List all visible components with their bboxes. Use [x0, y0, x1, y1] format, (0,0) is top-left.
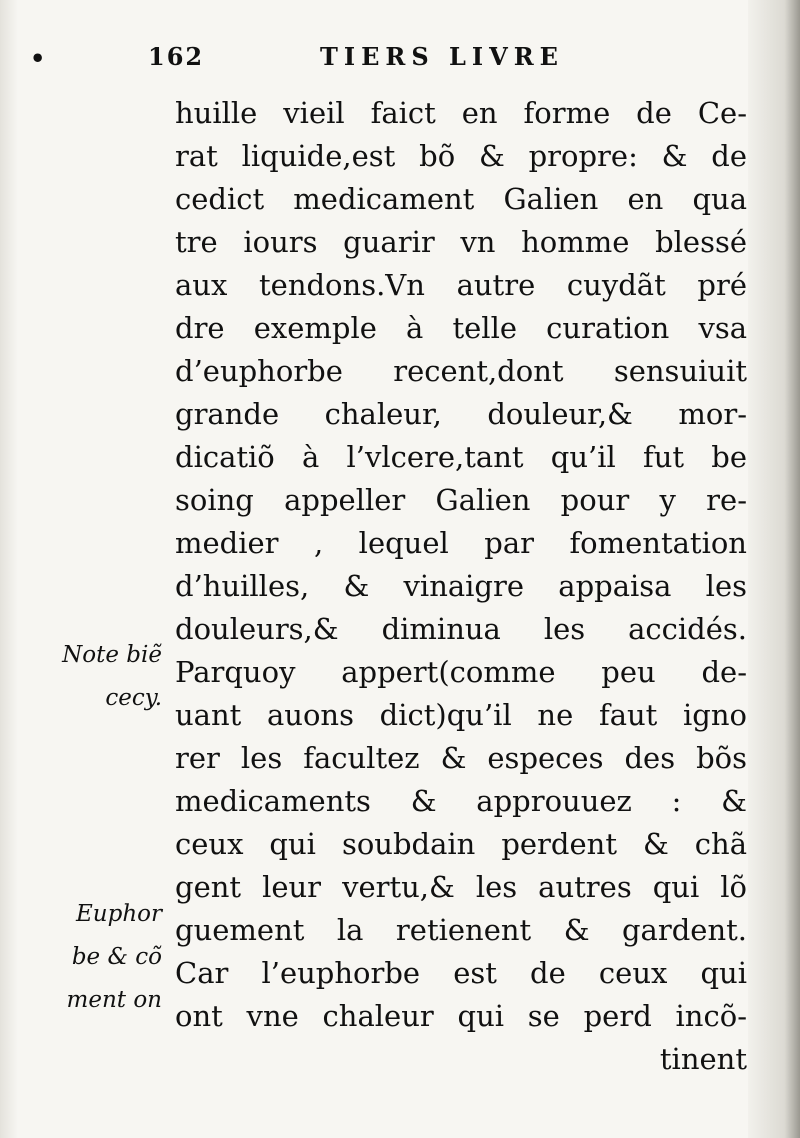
text-line: uant auons dict)qu’il ne faut igno	[175, 698, 747, 732]
text-line: d’euphorbe recent,dont sensuiuit	[175, 354, 747, 388]
text-line: grande chaleur, douleur,& mor-	[175, 397, 747, 431]
text-line: gent leur vertu,& les autres qui lõ	[175, 870, 747, 904]
text-line: d’huilles, & vinaigre appaisa les	[175, 569, 747, 603]
text-line: soing appeller Galien pour y re-	[175, 483, 747, 517]
margin-note-note-bien	[22, 634, 162, 720]
text-line: dicatiõ à l’vlcere,tant qu’il fut be	[175, 440, 747, 474]
running-header	[30, 42, 670, 82]
text-line: ceux qui soubdain perdent & chã	[175, 827, 747, 861]
text-line: aux tendons.Vn autre cuydãt pré	[175, 268, 747, 302]
text-line: douleurs,& diminua les accidés.	[175, 612, 747, 646]
page-edge-shadow	[0, 0, 18, 1138]
margin-note-line: cecy.	[105, 685, 162, 711]
text-line-last: tinent	[659, 1042, 747, 1076]
text-line: ont vne chaleur qui se perd incõ-	[175, 999, 747, 1033]
header-bullet: •	[30, 44, 48, 73]
text-line: rer les facultez & especes des bõs	[175, 741, 747, 775]
text-line: Parquoy appert(comme peu de-	[175, 655, 747, 689]
text-line: Car l’euphorbe est de ceux qui	[175, 956, 747, 990]
margin-note-euphorbe	[22, 893, 162, 1022]
text-line: dre exemple à telle curation vsa	[175, 311, 747, 345]
running-title: TIERS LIVRE	[320, 42, 564, 71]
text-line: guement la retienent & gardent.	[175, 913, 747, 947]
margin-note-line: be & cõ	[71, 944, 162, 970]
text-line: medicaments & approuuez : &	[175, 784, 747, 818]
main-text-block	[175, 92, 747, 1081]
margin-note-line: Note biẽ	[62, 642, 162, 668]
text-line: huille vieil faict en forme de Ce-	[175, 96, 747, 130]
text-line: medier , lequel par fomentation	[175, 526, 747, 560]
text-line: cedict medicament Galien en qua	[175, 182, 747, 216]
text-line: tre iours guarir vn homme blessé	[175, 225, 747, 259]
text-line: rat liquide,est bõ & propre: & de	[175, 139, 747, 173]
page-number: 162	[148, 42, 205, 71]
facing-page-edge	[748, 0, 800, 1138]
margin-note-line: ment on	[66, 987, 162, 1013]
margin-note-line: Euphor	[76, 901, 162, 927]
